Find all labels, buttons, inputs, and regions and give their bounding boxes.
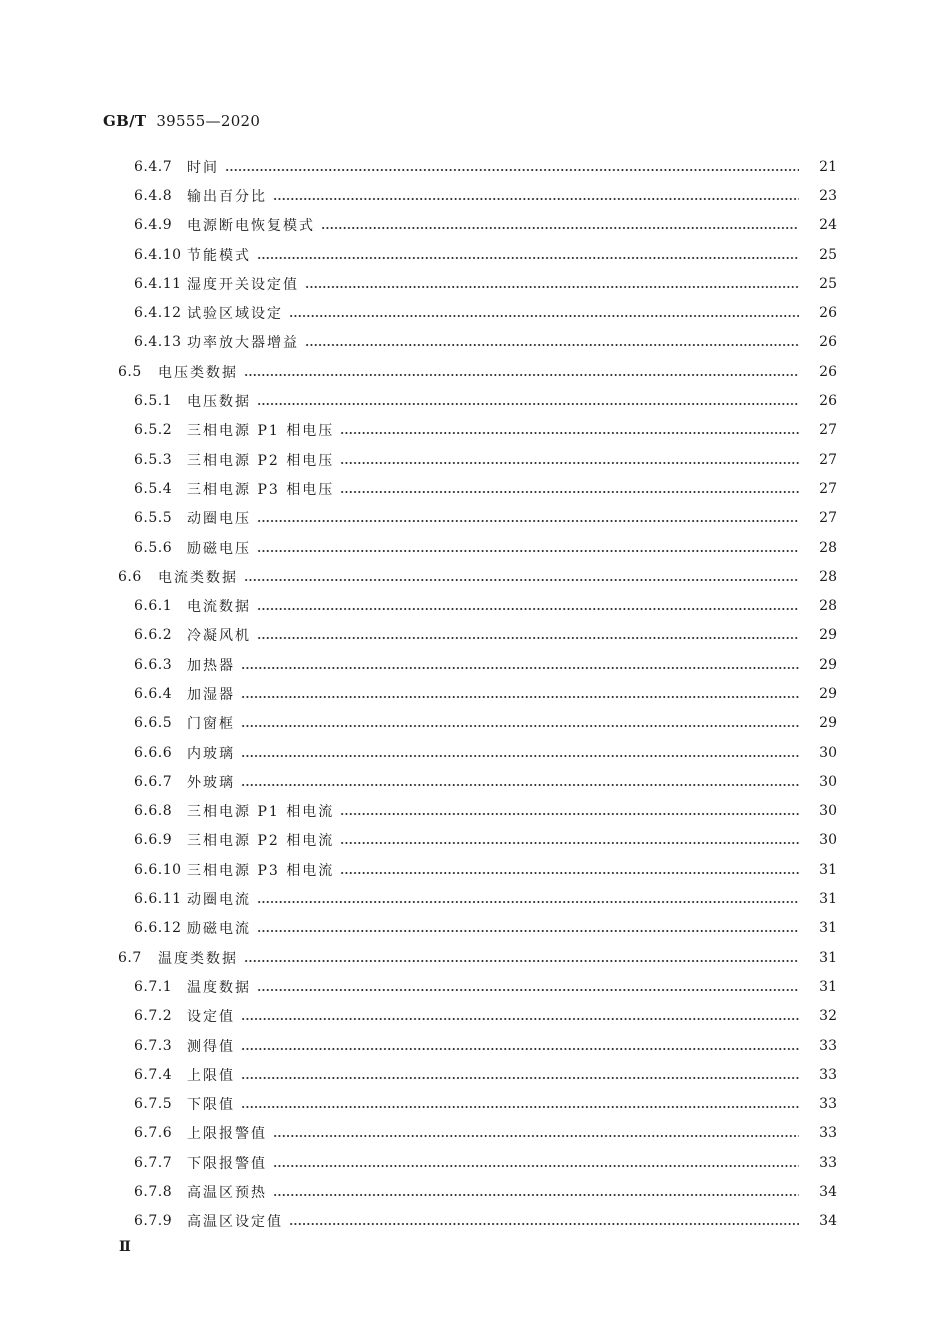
toc-entry-page: 26 (819, 305, 837, 322)
toc-entry-title: 动圈电流 (187, 892, 251, 909)
toc-subsection-entry[interactable] (0, 1148, 950, 1177)
toc-subsection-entry[interactable] (0, 914, 950, 943)
toc-entry-page: 31 (819, 891, 837, 908)
toc-entry-page: 30 (819, 773, 837, 790)
toc-entry-number: 6.5.4 (134, 480, 173, 497)
toc-entry-title: 试验区域设定 (187, 306, 283, 323)
toc-entry-page: 29 (819, 685, 837, 702)
toc-entry-page: 21 (819, 158, 837, 175)
toc-entry-page: 26 (819, 334, 837, 351)
toc-entry-number: 6.7.2 (134, 1008, 173, 1025)
toc-entry-title: 上限报警值 (187, 1126, 267, 1143)
toc-entry-number: 6.4.11 (134, 275, 182, 292)
toc-subsection-entry[interactable] (0, 211, 950, 240)
toc-entry-title: 功率放大器增益 (187, 335, 299, 352)
toc-entry-page: 33 (819, 1066, 837, 1083)
toc-entry-title: 下限值 (187, 1097, 235, 1114)
toc-entry-title: 三相电源 P1 相电压 (187, 423, 335, 440)
toc-entry-number: 6.6 (118, 568, 142, 585)
toc-dot-leader (340, 432, 799, 434)
toc-entry-title: 高温区设定值 (187, 1214, 283, 1231)
toc-subsection-entry[interactable] (0, 738, 950, 767)
toc-entry-number: 6.7.8 (134, 1184, 173, 1201)
toc-entry-number: 6.6.6 (134, 744, 173, 761)
toc-entry-title: 冷凝风机 (187, 628, 251, 645)
toc-subsection-entry[interactable] (0, 1090, 950, 1119)
toc-dot-leader (257, 608, 799, 610)
toc-dot-leader (340, 872, 799, 874)
toc-dot-leader (241, 1077, 799, 1079)
toc-subsection-entry[interactable] (0, 1177, 950, 1206)
toc-entry-page: 26 (819, 363, 837, 380)
toc-entry-number: 6.6.9 (134, 832, 173, 849)
toc-entry-page: 28 (819, 598, 837, 615)
toc-entry-number: 6.6.3 (134, 656, 173, 673)
toc-entry-page: 33 (819, 1096, 837, 1113)
toc-dot-leader (257, 403, 799, 405)
standard-number: 39555—2020 (156, 112, 261, 130)
toc-dot-leader (257, 989, 799, 991)
toc-dot-leader (340, 813, 799, 815)
toc-entry-number: 6.7.4 (134, 1066, 173, 1083)
toc-entry-number: 6.4.7 (134, 158, 173, 175)
toc-entry-title: 上限值 (187, 1067, 235, 1084)
toc-entry-number: 6.4.10 (134, 246, 182, 263)
toc-dot-leader (241, 1048, 799, 1050)
toc-entry-number: 6.5.1 (134, 393, 173, 410)
toc-entry-title: 电流类数据 (158, 569, 238, 586)
toc-subsection-entry[interactable] (0, 709, 950, 738)
toc-entry-number: 6.7.1 (134, 978, 173, 995)
toc-entry-title: 时间 (187, 159, 219, 176)
toc-subsection-entry[interactable] (0, 181, 950, 210)
toc-entry-number: 6.5.2 (134, 422, 173, 439)
toc-dot-leader (241, 1018, 799, 1020)
toc-entry-title: 电压数据 (187, 394, 251, 411)
toc-entry-title: 温度数据 (187, 979, 251, 996)
toc-entry-number: 6.4.8 (134, 187, 173, 204)
toc-subsection-entry[interactable] (0, 445, 950, 474)
toc-entry-number: 6.7.6 (134, 1125, 173, 1142)
toc-entry-page: 31 (819, 920, 837, 937)
page-number: Ⅱ (119, 1239, 131, 1255)
toc-subsection-entry[interactable] (0, 826, 950, 855)
toc-dot-leader (257, 901, 799, 903)
toc-entry-title: 外玻璃 (187, 774, 235, 791)
toc-entry-page: 25 (819, 246, 837, 263)
toc-subsection-entry[interactable] (0, 650, 950, 679)
toc-entry-title: 电流数据 (187, 599, 251, 616)
toc-entry-title: 高温区预热 (187, 1185, 267, 1202)
toc-entry-page: 31 (819, 949, 837, 966)
toc-subsection-entry[interactable] (0, 1060, 950, 1089)
toc-subsection-entry[interactable] (0, 328, 950, 357)
toc-entry-title: 加湿器 (187, 686, 235, 703)
toc-subsection-entry[interactable] (0, 533, 950, 562)
toc-entry-page: 27 (819, 451, 837, 468)
toc-dot-leader (273, 1194, 799, 1196)
toc-entry-number: 6.5.5 (134, 510, 173, 527)
toc-entry-page: 32 (819, 1008, 837, 1025)
toc-entry-number: 6.4.12 (134, 305, 182, 322)
toc-entry-title: 三相电源 P3 相电压 (187, 481, 335, 498)
toc-dot-leader (305, 344, 799, 346)
toc-dot-leader (340, 842, 799, 844)
toc-entry-page: 25 (819, 275, 837, 292)
toc-subsection-entry[interactable] (0, 269, 950, 298)
toc-entry-title: 节能模式 (187, 247, 251, 264)
toc-section-entry[interactable] (0, 562, 950, 591)
toc-dot-leader (289, 315, 799, 317)
toc-entry-title: 三相电源 P2 相电流 (187, 833, 335, 850)
toc-subsection-entry[interactable] (0, 1207, 950, 1236)
toc-dot-leader (257, 930, 799, 932)
toc-entry-number: 6.6.2 (134, 627, 173, 644)
toc-dot-leader (289, 1223, 799, 1225)
toc-dot-leader (225, 169, 799, 171)
toc-dot-leader (241, 667, 799, 669)
toc-entry-number: 6.6.7 (134, 773, 173, 790)
toc-subsection-entry[interactable] (0, 386, 950, 415)
toc-subsection-entry[interactable] (0, 1002, 950, 1031)
toc-entry-title: 温度类数据 (158, 950, 238, 967)
toc-entry-page: 33 (819, 1154, 837, 1171)
toc-entry-title: 内玻璃 (187, 745, 235, 762)
toc-entry-title: 电压类数据 (158, 364, 238, 381)
toc-entry-page: 29 (819, 715, 837, 732)
toc-dot-leader (321, 227, 799, 229)
toc-dot-leader (273, 1135, 799, 1137)
toc-dot-leader (244, 960, 799, 962)
toc-entry-page: 24 (819, 217, 837, 234)
toc-subsection-entry[interactable] (0, 797, 950, 826)
toc-subsection-entry[interactable] (0, 972, 950, 1001)
toc-entry-number: 6.7.3 (134, 1037, 173, 1054)
toc-dot-leader (241, 1106, 799, 1108)
toc-entry-title: 测得值 (187, 1038, 235, 1055)
toc-dot-leader (257, 550, 799, 552)
toc-subsection-entry[interactable] (0, 298, 950, 327)
toc-entry-page: 30 (819, 744, 837, 761)
toc-dot-leader (241, 784, 799, 786)
toc-dot-leader (244, 374, 799, 376)
document-header (103, 112, 260, 130)
toc-entry-page: 33 (819, 1037, 837, 1054)
toc-entry-title: 湿度开关设定值 (187, 276, 299, 293)
toc-entry-number: 6.4.9 (134, 217, 173, 234)
toc-entry-page: 29 (819, 627, 837, 644)
toc-entry-number: 6.5.3 (134, 451, 173, 468)
toc-subsection-entry[interactable] (0, 621, 950, 650)
toc-entry-number: 6.4.13 (134, 334, 182, 351)
toc-entry-number: 6.6.11 (134, 891, 182, 908)
toc-entry-title: 三相电源 P2 相电压 (187, 452, 335, 469)
toc-section-entry[interactable] (0, 943, 950, 972)
toc-subsection-entry[interactable] (0, 855, 950, 884)
toc-entry-title: 电源断电恢复模式 (187, 218, 315, 235)
toc-entry-page: 29 (819, 656, 837, 673)
toc-dot-leader (340, 491, 799, 493)
toc-dot-leader (241, 725, 799, 727)
toc-dot-leader (340, 462, 799, 464)
toc-entry-number: 6.6.4 (134, 685, 173, 702)
toc-subsection-entry[interactable] (0, 591, 950, 620)
toc-entry-number: 6.6.10 (134, 861, 182, 878)
toc-entry-page: 28 (819, 539, 837, 556)
toc-subsection-entry[interactable] (0, 504, 950, 533)
toc-entry-page: 27 (819, 422, 837, 439)
toc-entry-page: 33 (819, 1125, 837, 1142)
toc-entry-page: 30 (819, 832, 837, 849)
toc-subsection-entry[interactable] (0, 152, 950, 181)
toc-dot-leader (257, 520, 799, 522)
toc-subsection-entry[interactable] (0, 767, 950, 796)
toc-entry-title: 输出百分比 (187, 188, 267, 205)
toc-subsection-entry[interactable] (0, 474, 950, 503)
toc-subsection-entry[interactable] (0, 679, 950, 708)
toc-dot-leader (273, 198, 799, 200)
toc-entry-title: 励磁电流 (187, 921, 251, 938)
toc-entry-number: 6.7.9 (134, 1213, 173, 1230)
toc-dot-leader (241, 696, 799, 698)
toc-entry-page: 34 (819, 1184, 837, 1201)
toc-entry-number: 6.7.7 (134, 1154, 173, 1171)
toc-entry-number: 6.7 (118, 949, 142, 966)
toc-entry-title: 励磁电压 (187, 540, 251, 557)
toc-entry-title: 三相电源 P1 相电流 (187, 804, 335, 821)
toc-dot-leader (244, 579, 799, 581)
toc-entry-number: 6.7.5 (134, 1096, 173, 1113)
toc-subsection-entry[interactable] (0, 416, 950, 445)
toc-subsection-entry[interactable] (0, 240, 950, 269)
toc-entry-number: 6.6.12 (134, 920, 182, 937)
toc-dot-leader (241, 755, 799, 757)
table-of-contents (0, 152, 950, 1236)
toc-subsection-entry[interactable] (0, 1031, 950, 1060)
toc-dot-leader (305, 286, 799, 288)
toc-entry-page: 34 (819, 1213, 837, 1230)
toc-entry-page: 28 (819, 568, 837, 585)
toc-entry-title: 下限报警值 (187, 1155, 267, 1172)
toc-entry-page: 31 (819, 861, 837, 878)
toc-dot-leader (273, 1165, 799, 1167)
toc-entry-page: 27 (819, 510, 837, 527)
toc-entry-title: 三相电源 P3 相电流 (187, 862, 335, 879)
toc-entry-page: 30 (819, 803, 837, 820)
standard-prefix: GB/T (103, 112, 147, 130)
toc-entry-title: 加热器 (187, 657, 235, 674)
toc-entry-page: 27 (819, 480, 837, 497)
toc-entry-page: 31 (819, 978, 837, 995)
toc-entry-number: 6.5 (118, 363, 142, 380)
toc-dot-leader (257, 637, 799, 639)
toc-subsection-entry[interactable] (0, 1119, 950, 1148)
toc-entry-number: 6.5.6 (134, 539, 173, 556)
toc-entry-number: 6.6.8 (134, 803, 173, 820)
toc-entry-title: 门窗框 (187, 716, 235, 733)
toc-entry-title: 动圈电压 (187, 511, 251, 528)
toc-subsection-entry[interactable] (0, 884, 950, 913)
toc-entry-number: 6.6.1 (134, 598, 173, 615)
toc-section-entry[interactable] (0, 357, 950, 386)
toc-entry-page: 23 (819, 187, 837, 204)
toc-entry-page: 26 (819, 393, 837, 410)
toc-dot-leader (257, 257, 799, 259)
toc-entry-number: 6.6.5 (134, 715, 173, 732)
toc-entry-title: 设定值 (187, 1009, 235, 1026)
